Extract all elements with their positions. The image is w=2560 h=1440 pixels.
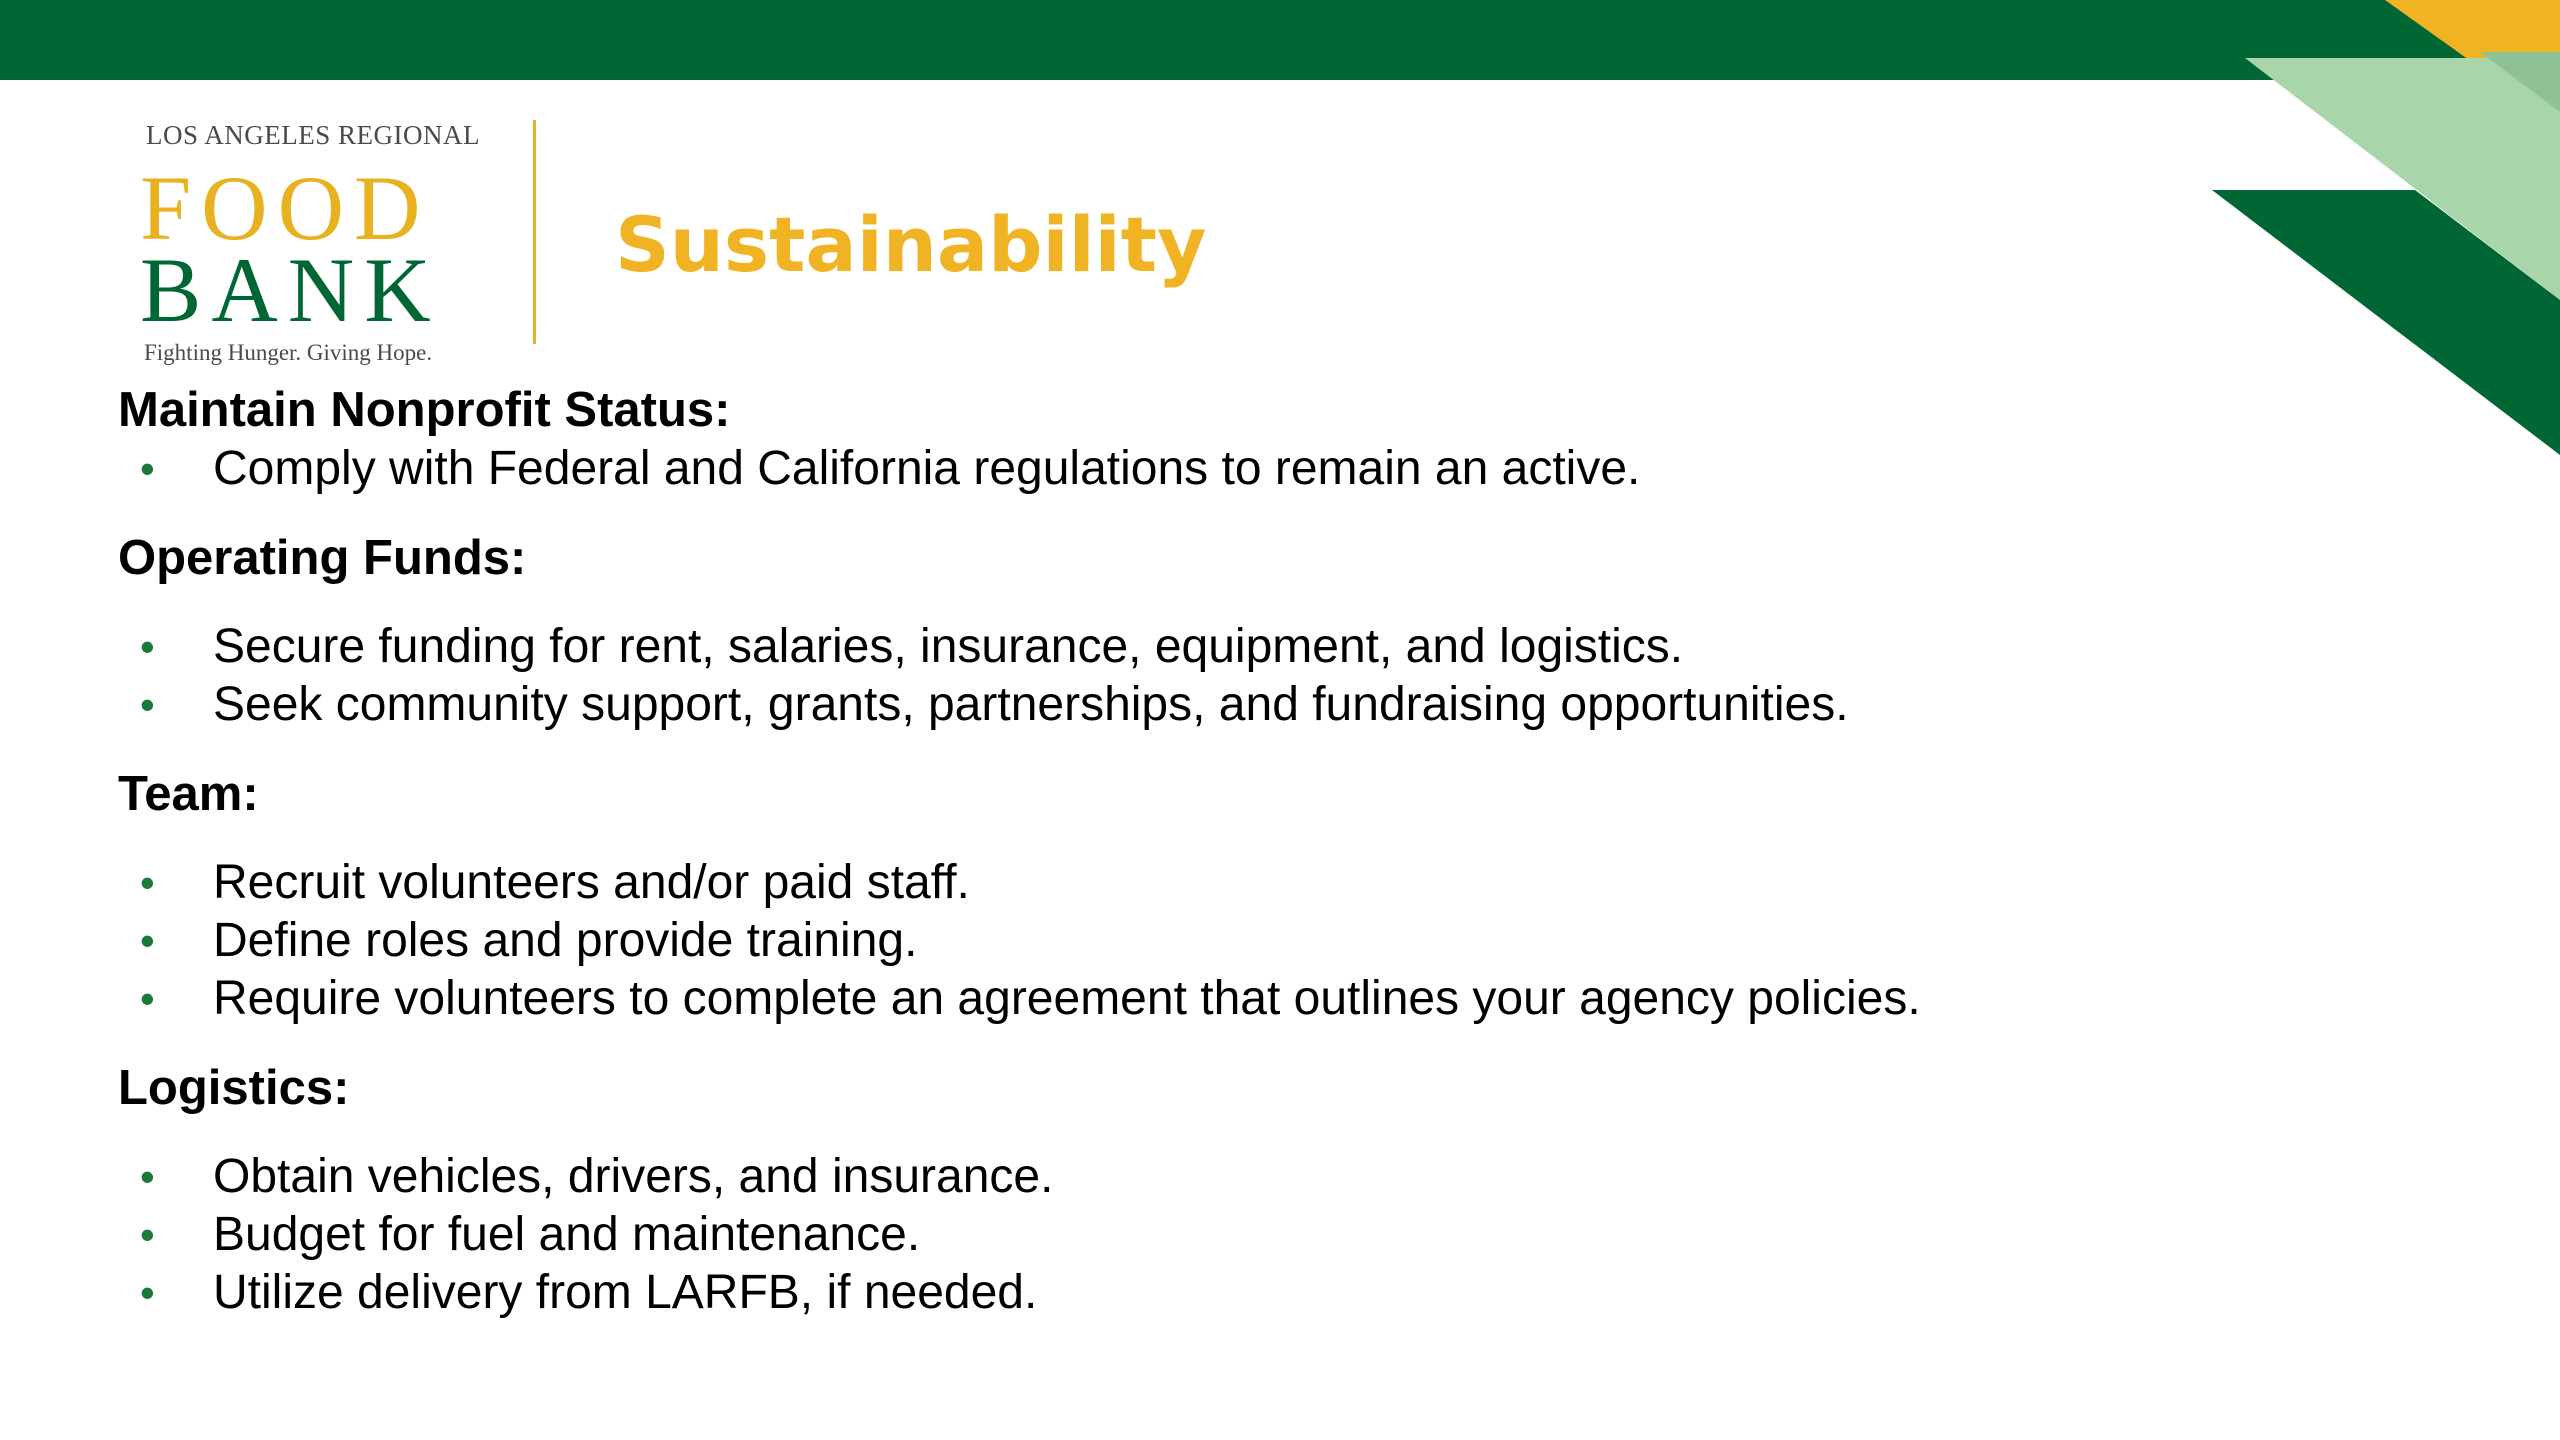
list-item <box>118 1264 2318 1322</box>
list-item <box>118 676 2318 734</box>
bullet-icon: • <box>140 681 155 728</box>
logo-title-divider <box>533 120 536 344</box>
bullet-icon: • <box>140 1153 155 1200</box>
section-team <box>118 764 2318 1028</box>
list-item <box>118 854 2318 912</box>
bullet-icon: • <box>140 1211 155 1258</box>
bullet-list <box>118 1148 2318 1322</box>
section-heading: Operating Funds: <box>118 531 527 585</box>
section-logistics <box>118 1058 2318 1322</box>
logo-region-text: LOS ANGELES REGIONAL <box>146 120 480 150</box>
bullet-icon: • <box>140 975 155 1022</box>
section-operating-funds <box>118 528 2318 734</box>
bullet-icon: • <box>140 917 155 964</box>
section-heading: Logistics: <box>118 1061 350 1115</box>
food-bank-logo <box>140 112 480 372</box>
list-item <box>118 970 2318 1028</box>
list-item <box>118 1206 2318 1264</box>
list-item-text: Comply with Federal and California regulations to remain an active. <box>213 442 1641 495</box>
list-item-text: Seek community support, grants, partnerships, and fundraising opportunities. <box>213 678 1849 731</box>
list-item-text: Secure funding for rent, salaries, insurance, equipment, and logistics. <box>213 620 1684 673</box>
bullet-icon: • <box>140 623 155 670</box>
list-item <box>118 618 2318 676</box>
logo-word-food: FOOD <box>140 157 431 259</box>
section-nonprofit-status <box>118 380 2318 498</box>
list-item-text: Require volunteers to complete an agreement that outlines your agency policies. <box>213 972 1921 1025</box>
list-item <box>118 440 2318 498</box>
section-heading: Maintain Nonprofit Status: <box>118 383 731 437</box>
bullet-list <box>118 618 2318 734</box>
section-heading: Team: <box>118 767 259 821</box>
list-item <box>118 912 2318 970</box>
bullet-icon: • <box>140 859 155 906</box>
bullet-list <box>118 440 2318 498</box>
list-item <box>118 1148 2318 1206</box>
logo-word-bank: BANK <box>140 239 441 341</box>
list-item-text: Obtain vehicles, drivers, and insurance. <box>213 1150 1054 1203</box>
list-item-text: Budget for fuel and maintenance. <box>213 1208 921 1261</box>
bullet-icon: • <box>140 1269 155 1316</box>
list-item-text: Recruit volunteers and/or paid staff. <box>213 856 970 909</box>
logo-tagline: Fighting Hunger. Giving Hope. <box>144 340 433 365</box>
bullet-icon: • <box>140 445 155 492</box>
slide-body <box>118 380 2318 1322</box>
bullet-list <box>118 854 2318 1028</box>
slide-title: Sustainability <box>615 200 1207 289</box>
list-item-text: Utilize delivery from LARFB, if needed. <box>213 1266 1038 1319</box>
list-item-text: Define roles and provide training. <box>213 914 918 967</box>
